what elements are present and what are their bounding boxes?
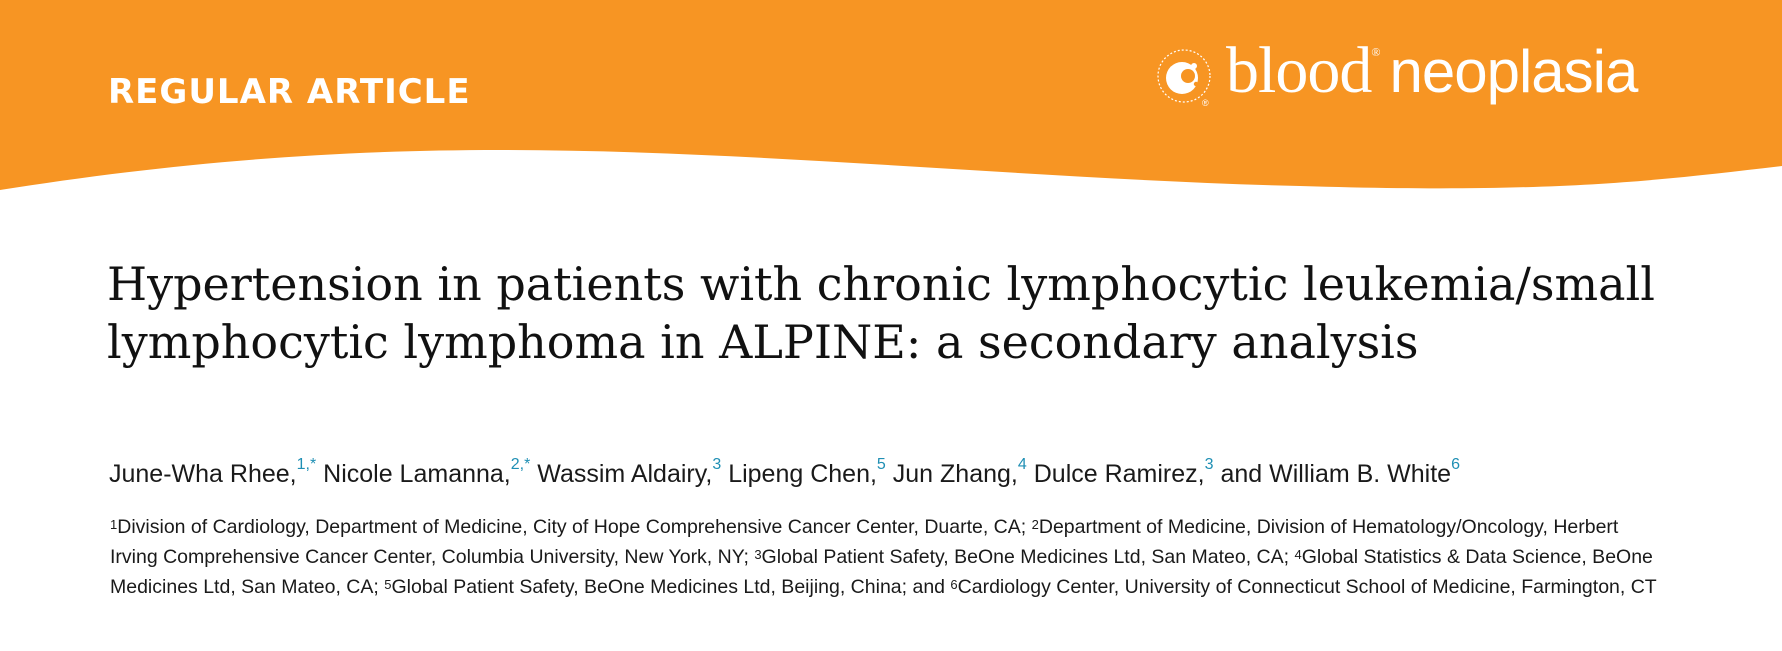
affiliation-text: Cardiology Center, University of Connecticut School of Medicine, Farmington, CT <box>957 576 1657 598</box>
journal-brand[interactable] <box>1156 34 1676 120</box>
affiliation-number: 6 <box>950 577 958 592</box>
article-type-label: REGULAR ARTICLE <box>108 72 471 112</box>
author-affiliation-link[interactable]: 5 <box>876 456 886 473</box>
author-affiliation-link[interactable]: 3 <box>1204 456 1214 473</box>
author-name: and William B. White <box>1220 460 1452 488</box>
affiliation-text: Department of Medicine, Division of Hematology/Oncology, Herbert Irving Comprehensive Cancer Center, Columbia University, New York, NY; <box>110 516 1619 568</box>
author-name: Wassim Aldairy, <box>537 460 713 488</box>
journal-name <box>1226 34 1638 107</box>
author-name: June-Wha Rhee, <box>109 460 297 488</box>
article-title: Hypertension in patients with chronic lymphocytic leukemia/small lymphocytic lymphoma in ALPINE: a secondary analysis <box>107 257 1655 369</box>
author-list <box>109 456 1709 489</box>
author-affiliation-link[interactable]: 3 <box>712 456 722 473</box>
journal-name-blood: blood <box>1226 34 1372 107</box>
affiliation-text: Global Patient Safety, BeOne Medicines Ltd, San Mateo, CA; <box>761 546 1295 568</box>
affiliation-number: 1 <box>110 517 118 532</box>
author-name: Jun Zhang, <box>892 460 1018 488</box>
author-name: Nicole Lamanna, <box>323 460 511 488</box>
affiliations-paragraph <box>110 512 1670 602</box>
seal-registered-mark: ® <box>1202 98 1209 108</box>
affiliation-text: Global Patient Safety, BeOne Medicines Ltd, Beijing, China; and <box>391 576 951 598</box>
trademark-symbol: ® <box>1371 45 1380 59</box>
affiliation-number: 5 <box>384 577 392 592</box>
journal-name-suffix: neoplasia <box>1389 38 1638 105</box>
affiliation-text: Division of Cardiology, Department of Medicine, City of Hope Comprehensive Cancer Center, Duarte, CA; <box>117 516 1032 538</box>
affiliation-number: 4 <box>1294 547 1302 562</box>
affiliation-number: 3 <box>754 547 762 562</box>
author-affiliation-link[interactable]: 4 <box>1017 456 1027 473</box>
author-name: Lipeng Chen, <box>728 460 877 488</box>
author-affiliation-link[interactable]: 1,* <box>296 456 317 473</box>
ash-society-seal-icon <box>1156 48 1212 104</box>
affiliation-text: Global Statistics & Data Science, BeOne Medicines Ltd, San Mateo, CA; <box>110 546 1653 598</box>
affiliation-number: 2 <box>1031 517 1039 532</box>
author-affiliation-link[interactable]: 2,* <box>510 456 531 473</box>
author-affiliation-link[interactable]: 6 <box>1451 456 1460 473</box>
author-name: Dulce Ramirez, <box>1033 460 1205 488</box>
